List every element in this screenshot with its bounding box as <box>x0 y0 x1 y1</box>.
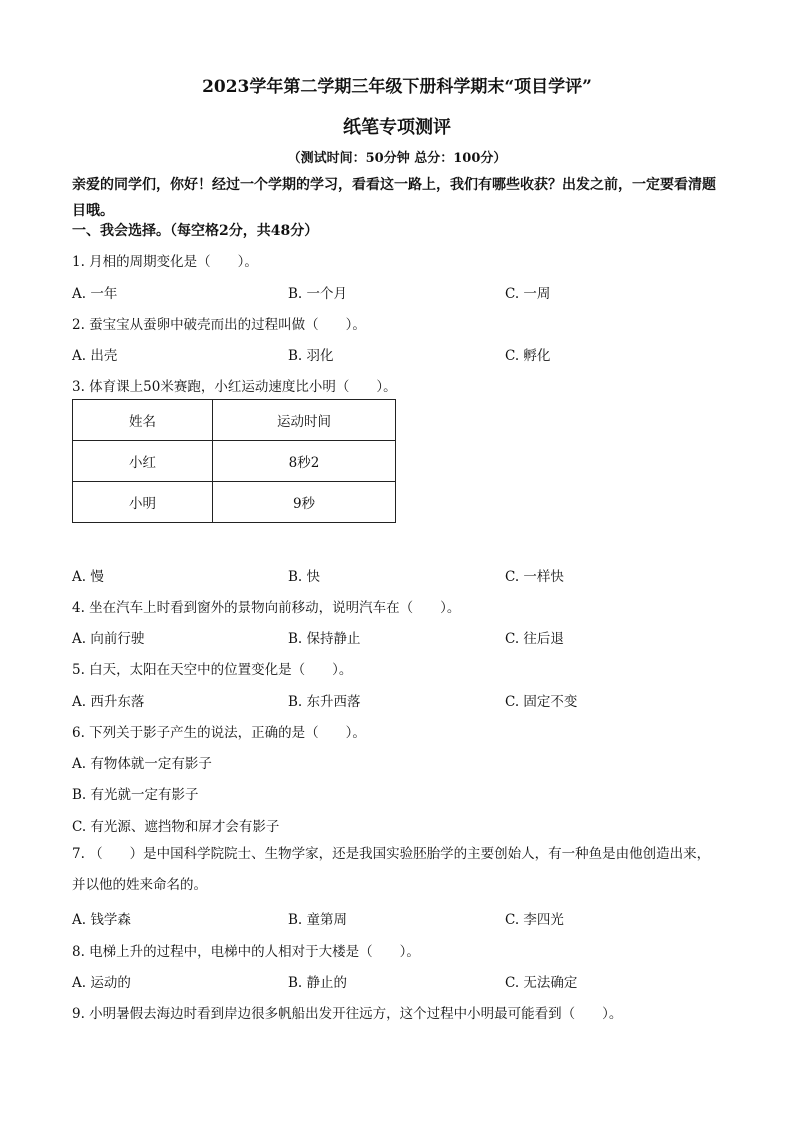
option-a[interactable]: A. 钱学森 <box>72 912 131 928</box>
option-c[interactable]: C. 无法确定 <box>505 975 578 991</box>
table-cell: 8秒2 <box>213 441 396 482</box>
question-stem: 1. 月相的周期变化是（ ）。 <box>72 254 258 270</box>
table-row <box>73 441 396 482</box>
intro-text: 亲爱的同学们，你好！经过一个学期的学习，看看这一路上，我们有哪些收获？出发之前，一定要看清题目哦。 <box>72 177 716 219</box>
option-c[interactable]: C. 有光源、遮挡物和屏才会有影子 <box>72 819 280 835</box>
option-a[interactable]: A. 有物体就一定有影子 <box>72 756 212 772</box>
question-stem: 4. 坐在汽车上时看到窗外的景物向前移动，说明汽车在（ ）。 <box>72 600 461 616</box>
question-stem: 7. （ ）是中国科学院院士、生物学家，还是我国实验胚胎学的主要创始人，有一种鱼是由他创造出来，并以他的姓来命名的。 <box>72 846 711 893</box>
option-a[interactable]: A. 一年 <box>72 286 118 302</box>
option-b[interactable]: B. 保持静止 <box>288 631 361 647</box>
option-a[interactable]: A. 西升东落 <box>72 694 145 710</box>
exam-title: 2023学年第二学期三年级下册科学期末“项目学评” <box>202 77 592 97</box>
table-cell: 小明 <box>73 482 213 523</box>
option-a[interactable]: A. 向前行驶 <box>72 631 145 647</box>
table-header-cell: 姓名 <box>73 400 213 441</box>
table-header-cell: 运动时间 <box>213 400 396 441</box>
option-c[interactable]: C. 一周 <box>505 286 551 302</box>
option-b[interactable]: B. 羽化 <box>288 348 334 364</box>
table-row <box>73 482 396 523</box>
option-a[interactable]: A. 慢 <box>72 569 104 585</box>
option-c[interactable]: C. 孵化 <box>505 348 551 364</box>
question-stem: 6. 下列关于影子产生的说法，正确的是（ ）。 <box>72 725 366 741</box>
option-c[interactable]: C. 固定不变 <box>505 694 578 710</box>
table-cell: 9秒 <box>213 482 396 523</box>
question-stem: 2. 蚕宝宝从蚕卵中破壳而出的过程叫做（ ）。 <box>72 317 366 333</box>
option-b[interactable]: B. 快 <box>288 569 321 585</box>
option-a[interactable]: A. 出壳 <box>72 348 118 364</box>
question-stem: 9. 小明暑假去海边时看到岸边很多帆船出发开往远方，这个过程中小明最可能看到（ ）。 <box>72 1006 623 1022</box>
option-a[interactable]: A. 运动的 <box>72 975 131 991</box>
option-b[interactable]: B. 有光就一定有影子 <box>72 787 199 803</box>
option-b[interactable]: B. 童第周 <box>288 912 348 928</box>
data-table <box>72 399 396 523</box>
option-b[interactable]: B. 一个月 <box>288 286 348 302</box>
exam-subtitle: 纸笔专项测评 <box>343 117 451 138</box>
table-header-row <box>73 400 396 441</box>
option-c[interactable]: C. 李四光 <box>505 912 564 928</box>
option-c[interactable]: C. 一样快 <box>505 569 564 585</box>
question-stem: 8. 电梯上升的过程中，电梯中的人相对于大楼是（ ）。 <box>72 944 420 960</box>
section-heading: 一、我会选择。（每空格2分，共48分） <box>72 223 319 239</box>
option-c[interactable]: C. 往后退 <box>505 631 564 647</box>
exam-info: （测试时间：50分钟 总分：100分） <box>287 151 507 166</box>
option-b[interactable]: B. 东升西落 <box>288 694 361 710</box>
question-stem: 3. 体育课上50米赛跑，小红运动速度比小明（ ）。 <box>72 379 397 395</box>
table-cell: 小红 <box>73 441 213 482</box>
question-stem: 5. 白天，太阳在天空中的位置变化是（ ）。 <box>72 662 353 678</box>
option-b[interactable]: B. 静止的 <box>288 975 348 991</box>
